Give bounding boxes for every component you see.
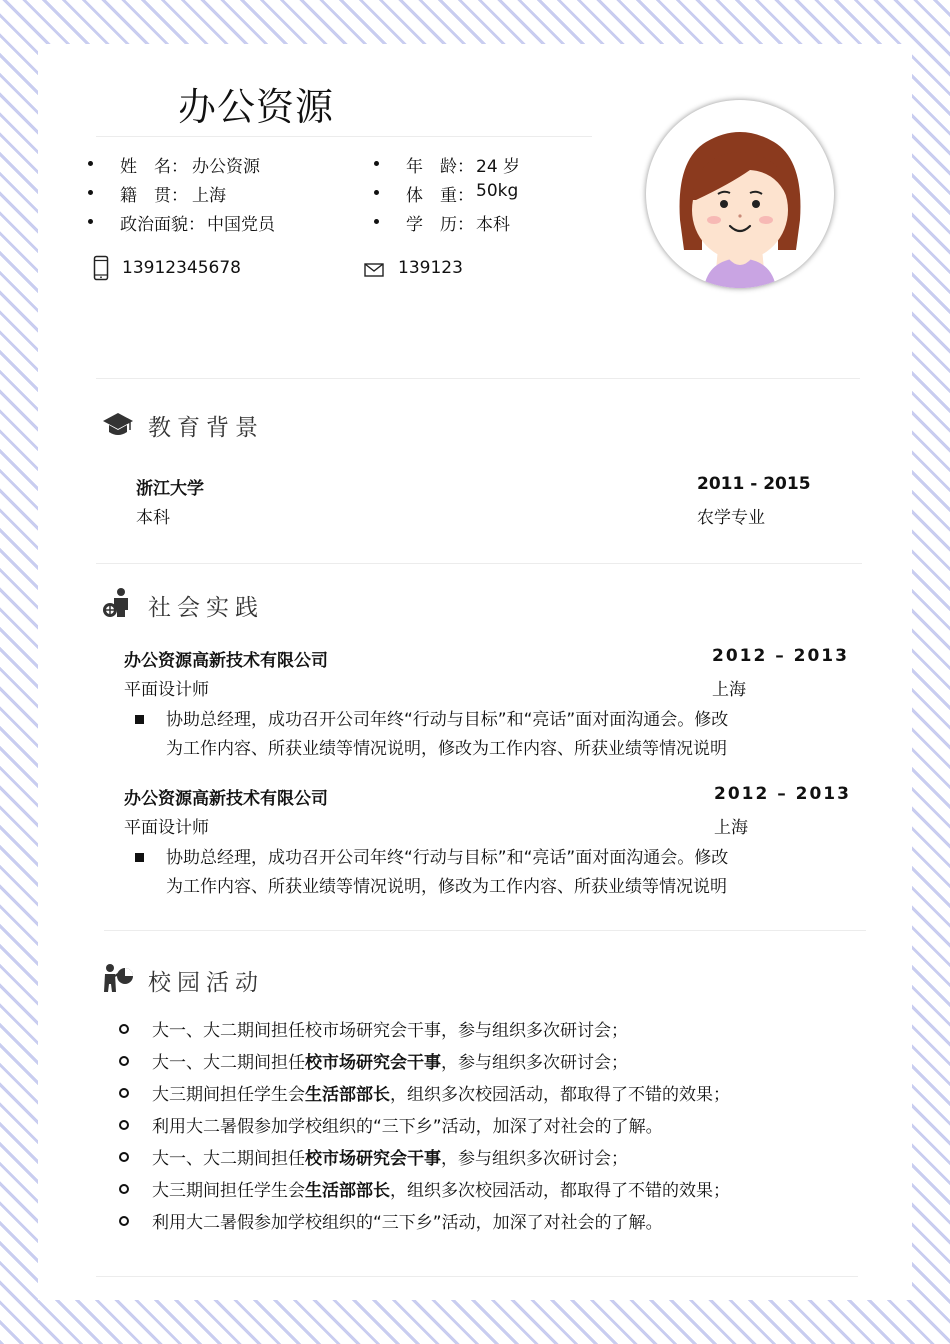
education-years: 2011 - 2015 (697, 474, 811, 494)
section-divider (104, 930, 866, 931)
job-role: 平面设计师 (124, 680, 209, 700)
bullet-ring (119, 1152, 129, 1162)
description-line: 协助总经理，成功召开公司年终“行动与目标”和“亮话”面对面沟通会。修改 (166, 848, 729, 868)
list-item: 利用大二暑假参加学校组织的“三下乡”活动，加深了对社会的了解。 (152, 1117, 663, 1137)
job-location: 上海 (712, 680, 746, 700)
bullet-square (135, 715, 144, 724)
worker-icon (102, 586, 134, 618)
avatar (646, 100, 834, 288)
bullet-ring (119, 1088, 129, 1098)
info-hometown (88, 181, 368, 205)
mail-icon (364, 263, 384, 277)
list-item: 大三期间担任学生会生活部部长，组织多次校园活动，都取得了不错的效果； (152, 1181, 730, 1201)
degree: 本科 (136, 508, 170, 528)
info-value: 本科 (476, 215, 510, 235)
resume-page (38, 44, 912, 1300)
info-label: 体 重： (406, 186, 474, 206)
bullet-ring (119, 1056, 129, 1066)
avatar-illustration (646, 100, 834, 288)
bullet-ring (119, 1024, 129, 1034)
info-label: 姓 名： (120, 157, 188, 177)
description-line: 为工作内容、所获业绩等情况说明，修改为工作内容、所获业绩等情况说明 (166, 739, 727, 759)
bullet-ring (119, 1120, 129, 1130)
list-item: 大一、大二期间担任校市场研究会干事，参与组织多次研讨会； (152, 1149, 628, 1169)
info-label: 年 龄： (406, 157, 474, 177)
section-title-campus: 校园活动 (148, 970, 264, 996)
info-education (374, 210, 624, 234)
list-item: 大三期间担任学生会生活部部长，组织多次校园活动，都取得了不错的效果； (152, 1085, 730, 1105)
info-value: 24 岁 (476, 157, 521, 177)
major: 农学专业 (697, 508, 765, 528)
job-description (166, 844, 786, 902)
bullet-dot (374, 190, 379, 195)
company-name: 办公资源高新技术有限公司 (124, 651, 328, 671)
section-divider (96, 378, 860, 379)
phone-icon (93, 255, 109, 281)
description-line: 为工作内容、所获业绩等情况说明，修改为工作内容、所获业绩等情况说明 (166, 877, 727, 897)
info-age (374, 152, 624, 176)
info-value: 中国党员 (207, 215, 275, 235)
page-title: 办公资源 (178, 85, 335, 129)
section-divider (96, 1276, 858, 1277)
section-divider (96, 563, 862, 564)
info-value: 上海 (192, 186, 226, 206)
info-value: 50kg (476, 181, 519, 201)
email-text: 139123 (398, 258, 463, 278)
bullet-dot (88, 219, 93, 224)
header-divider (96, 136, 592, 137)
job-description (166, 706, 786, 764)
job-role: 平面设计师 (124, 818, 209, 838)
list-item: 大一、大二期间担任校市场研究会干事，参与组织多次研讨会； (152, 1021, 628, 1041)
phone-text: 13912345678 (122, 258, 241, 278)
info-label: 政治面貌： (120, 215, 205, 235)
description-line: 协助总经理，成功召开公司年终“行动与目标”和“亮话”面对面沟通会。修改 (166, 710, 729, 730)
bullet-square (135, 853, 144, 862)
bullet-dot (374, 161, 379, 166)
section-title-practice: 社会实践 (148, 595, 264, 621)
list-item: 利用大二暑假参加学校组织的“三下乡”活动，加深了对社会的了解。 (152, 1213, 663, 1233)
bullet-dot (88, 190, 93, 195)
section-title-education: 教育背景 (148, 415, 264, 441)
info-weight (374, 181, 624, 205)
school-name: 浙江大学 (136, 479, 204, 499)
info-value: 办公资源 (192, 157, 260, 177)
info-label: 学 历： (406, 215, 474, 235)
list-item: 大一、大二期间担任校市场研究会干事，参与组织多次研讨会； (152, 1053, 628, 1073)
info-political (88, 210, 368, 234)
bullet-ring (119, 1216, 129, 1226)
bullet-dot (374, 219, 379, 224)
practice-years: 2012 – 2013 (712, 646, 849, 666)
company-name: 办公资源高新技术有限公司 (124, 789, 328, 809)
bullet-ring (119, 1184, 129, 1194)
bullet-dot (88, 161, 93, 166)
practice-years: 2012 – 2013 (714, 784, 851, 804)
info-name (88, 152, 368, 176)
presenter-icon (102, 962, 134, 994)
info-label: 籍 贯： (120, 186, 188, 206)
job-location: 上海 (714, 818, 748, 838)
graduation-cap-icon (102, 411, 134, 439)
